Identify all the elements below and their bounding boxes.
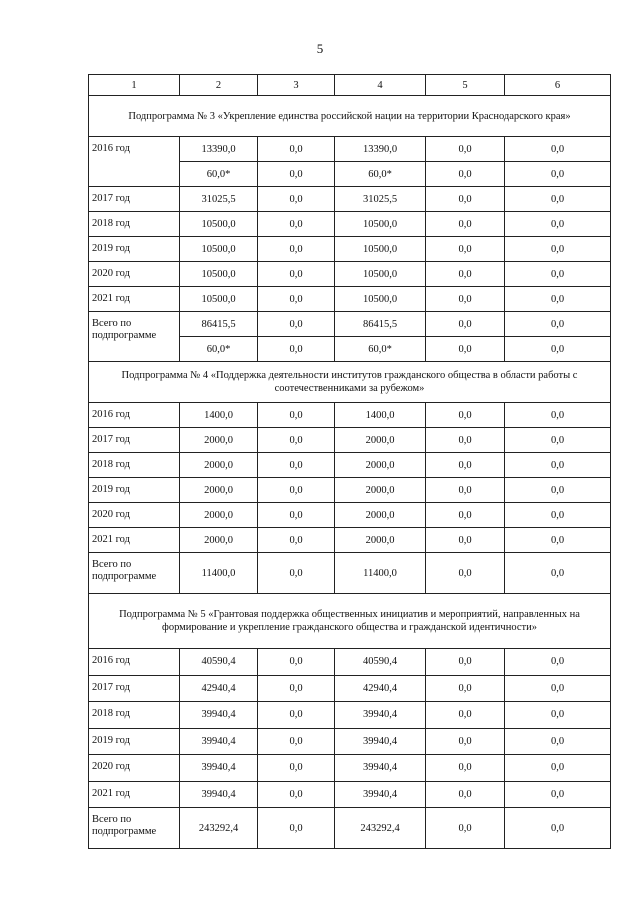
value-cell: 0,0 (426, 137, 505, 162)
value-cell: 0,0 (426, 237, 505, 262)
value-cell: 0,0 (505, 262, 611, 287)
year-row (89, 649, 611, 676)
value-cell: 0,0 (426, 553, 505, 594)
value-cell: 10500,0 (335, 237, 426, 262)
value-cell: 13390,0 (335, 137, 426, 162)
value-cell: 0,0 (426, 528, 505, 553)
year-row (89, 755, 611, 782)
value-cell: 0,0 (505, 702, 611, 729)
value-cell: 0,0 (426, 262, 505, 287)
year-row (89, 428, 611, 453)
year-label: 2017 год (89, 675, 180, 702)
value-cell: 0,0 (505, 312, 611, 337)
value-cell: 0,0 (426, 728, 505, 755)
value-cell: 243292,4 (180, 808, 258, 849)
value-cell: 0,0 (505, 453, 611, 478)
value-cell: 10500,0 (180, 262, 258, 287)
value-cell: 0,0 (258, 237, 335, 262)
value-cell: 0,0 (258, 287, 335, 312)
extra-value-cell: 0,0 (258, 337, 335, 362)
value-cell: 10500,0 (180, 212, 258, 237)
value-cell: 0,0 (505, 728, 611, 755)
extra-value-cell: 60,0* (180, 162, 258, 187)
value-cell: 31025,5 (335, 187, 426, 212)
year-row (89, 675, 611, 702)
value-cell: 0,0 (426, 478, 505, 503)
value-cell: 11400,0 (180, 553, 258, 594)
value-cell: 0,0 (258, 428, 335, 453)
column-header: 1 (89, 75, 180, 96)
value-cell: 2000,0 (335, 503, 426, 528)
value-cell: 39940,4 (335, 781, 426, 808)
budget-table (88, 74, 611, 849)
year-label: 2018 год (89, 453, 180, 478)
value-cell: 10500,0 (335, 287, 426, 312)
year-label: 2016 год (89, 137, 180, 187)
value-cell: 0,0 (505, 503, 611, 528)
value-cell: 0,0 (258, 187, 335, 212)
value-cell: 0,0 (258, 312, 335, 337)
value-cell: 1400,0 (335, 403, 426, 428)
year-row (89, 702, 611, 729)
year-row (89, 212, 611, 237)
value-cell: 39940,4 (335, 755, 426, 782)
value-cell: 0,0 (258, 262, 335, 287)
column-number-row (89, 75, 611, 96)
year-label: 2019 год (89, 237, 180, 262)
year-label: 2018 год (89, 212, 180, 237)
value-cell: 40590,4 (335, 649, 426, 676)
total-row (89, 808, 611, 849)
value-cell: 0,0 (426, 503, 505, 528)
extra-value-cell: 0,0 (258, 162, 335, 187)
extra-value-cell: 0,0 (426, 337, 505, 362)
value-cell: 0,0 (505, 528, 611, 553)
value-cell: 10500,0 (180, 287, 258, 312)
value-cell: 0,0 (505, 478, 611, 503)
value-cell: 39940,4 (180, 781, 258, 808)
year-label: 2020 год (89, 755, 180, 782)
value-cell: 39940,4 (180, 755, 258, 782)
year-label: 2018 год (89, 702, 180, 729)
year-row (89, 187, 611, 212)
value-cell: 2000,0 (335, 453, 426, 478)
year-label: 2019 год (89, 478, 180, 503)
value-cell: 1400,0 (180, 403, 258, 428)
value-cell: 39940,4 (180, 728, 258, 755)
value-cell: 2000,0 (180, 528, 258, 553)
total-label: Всего по подпрограмме (89, 312, 180, 362)
value-cell: 0,0 (258, 403, 335, 428)
total-label: Всего по подпрограмме (89, 553, 180, 594)
value-cell: 0,0 (426, 781, 505, 808)
value-cell: 0,0 (505, 755, 611, 782)
extra-value-cell: 60,0* (335, 337, 426, 362)
year-label: 2017 год (89, 187, 180, 212)
value-cell: 42940,4 (180, 675, 258, 702)
year-row (89, 728, 611, 755)
value-cell: 0,0 (505, 137, 611, 162)
value-cell: 0,0 (258, 503, 335, 528)
value-cell: 0,0 (505, 212, 611, 237)
total-row (89, 553, 611, 594)
extra-value-cell: 0,0 (505, 337, 611, 362)
column-header: 2 (180, 75, 258, 96)
year-label: 2016 год (89, 403, 180, 428)
value-cell: 0,0 (258, 478, 335, 503)
total-row (89, 312, 611, 337)
value-cell: 0,0 (426, 453, 505, 478)
value-cell: 0,0 (505, 403, 611, 428)
value-cell: 2000,0 (180, 503, 258, 528)
year-label: 2016 год (89, 649, 180, 676)
column-header: 4 (335, 75, 426, 96)
value-cell: 0,0 (426, 212, 505, 237)
value-cell: 0,0 (258, 212, 335, 237)
value-cell: 0,0 (258, 453, 335, 478)
value-cell: 0,0 (258, 553, 335, 594)
value-cell: 0,0 (258, 528, 335, 553)
subprogram-title: Подпрограмма № 5 «Грантовая поддержка общественных инициатив и мероприятий, направленных на формирование и укрепление гражданского общества и гражданской идентичности» (89, 594, 611, 649)
value-cell: 31025,5 (180, 187, 258, 212)
value-cell: 0,0 (426, 428, 505, 453)
section-header-row (89, 96, 611, 137)
value-cell: 2000,0 (180, 453, 258, 478)
value-cell: 10500,0 (335, 212, 426, 237)
value-cell: 2000,0 (180, 428, 258, 453)
value-cell: 0,0 (258, 649, 335, 676)
year-row (89, 503, 611, 528)
year-label: 2021 год (89, 781, 180, 808)
value-cell: 243292,4 (335, 808, 426, 849)
value-cell: 0,0 (426, 808, 505, 849)
value-cell: 2000,0 (180, 478, 258, 503)
year-row (89, 478, 611, 503)
value-cell: 0,0 (505, 237, 611, 262)
value-cell: 10500,0 (180, 237, 258, 262)
value-cell: 11400,0 (335, 553, 426, 594)
value-cell: 42940,4 (335, 675, 426, 702)
value-cell: 0,0 (426, 403, 505, 428)
value-cell: 39940,4 (180, 702, 258, 729)
subprogram-title: Подпрограмма № 3 «Укрепление единства российской нации на территории Краснодарского края» (89, 96, 611, 137)
value-cell: 0,0 (258, 808, 335, 849)
value-cell: 0,0 (505, 808, 611, 849)
value-cell: 40590,4 (180, 649, 258, 676)
value-cell: 0,0 (426, 755, 505, 782)
year-label: 2017 год (89, 428, 180, 453)
year-label: 2019 год (89, 728, 180, 755)
page-number: 5 (316, 41, 324, 56)
year-label: 2021 год (89, 287, 180, 312)
value-cell: 0,0 (426, 187, 505, 212)
value-cell: 0,0 (505, 287, 611, 312)
year-row (89, 781, 611, 808)
column-header: 5 (426, 75, 505, 96)
value-cell: 0,0 (505, 553, 611, 594)
value-cell: 2000,0 (335, 528, 426, 553)
value-cell: 0,0 (505, 675, 611, 702)
column-header: 3 (258, 75, 335, 96)
subprogram-title: Подпрограмма № 4 «Поддержка деятельности институтов гражданского общества в области работы с соотечественниками за рубежом» (89, 362, 611, 403)
extra-value-cell: 60,0* (180, 337, 258, 362)
value-cell: 0,0 (258, 137, 335, 162)
year-label: 2020 год (89, 503, 180, 528)
section-header-row (89, 594, 611, 649)
value-cell: 0,0 (426, 675, 505, 702)
year-label: 2021 год (89, 528, 180, 553)
value-cell: 39940,4 (335, 728, 426, 755)
value-cell: 39940,4 (335, 702, 426, 729)
value-cell: 0,0 (505, 187, 611, 212)
value-cell: 0,0 (258, 675, 335, 702)
year-row (89, 237, 611, 262)
value-cell: 0,0 (505, 428, 611, 453)
year-row (89, 528, 611, 553)
value-cell: 0,0 (426, 702, 505, 729)
value-cell: 86415,5 (180, 312, 258, 337)
value-cell: 0,0 (258, 728, 335, 755)
section-header-row (89, 362, 611, 403)
value-cell: 0,0 (426, 649, 505, 676)
table-body (89, 96, 611, 849)
value-cell: 0,0 (426, 312, 505, 337)
year-row (89, 453, 611, 478)
budget-table-container (88, 74, 610, 849)
column-header: 6 (505, 75, 611, 96)
total-label: Всего по подпрограмме (89, 808, 180, 849)
value-cell: 0,0 (258, 755, 335, 782)
value-cell: 2000,0 (335, 428, 426, 453)
extra-value-cell: 0,0 (426, 162, 505, 187)
value-cell: 0,0 (505, 649, 611, 676)
value-cell: 0,0 (505, 781, 611, 808)
value-cell: 10500,0 (335, 262, 426, 287)
value-cell: 0,0 (426, 287, 505, 312)
value-cell: 86415,5 (335, 312, 426, 337)
year-row (89, 137, 611, 162)
year-row (89, 287, 611, 312)
value-cell: 0,0 (258, 702, 335, 729)
value-cell: 0,0 (258, 781, 335, 808)
extra-value-cell: 0,0 (505, 162, 611, 187)
extra-value-cell: 60,0* (335, 162, 426, 187)
value-cell: 13390,0 (180, 137, 258, 162)
year-row (89, 403, 611, 428)
year-label: 2020 год (89, 262, 180, 287)
year-row (89, 262, 611, 287)
value-cell: 2000,0 (335, 478, 426, 503)
